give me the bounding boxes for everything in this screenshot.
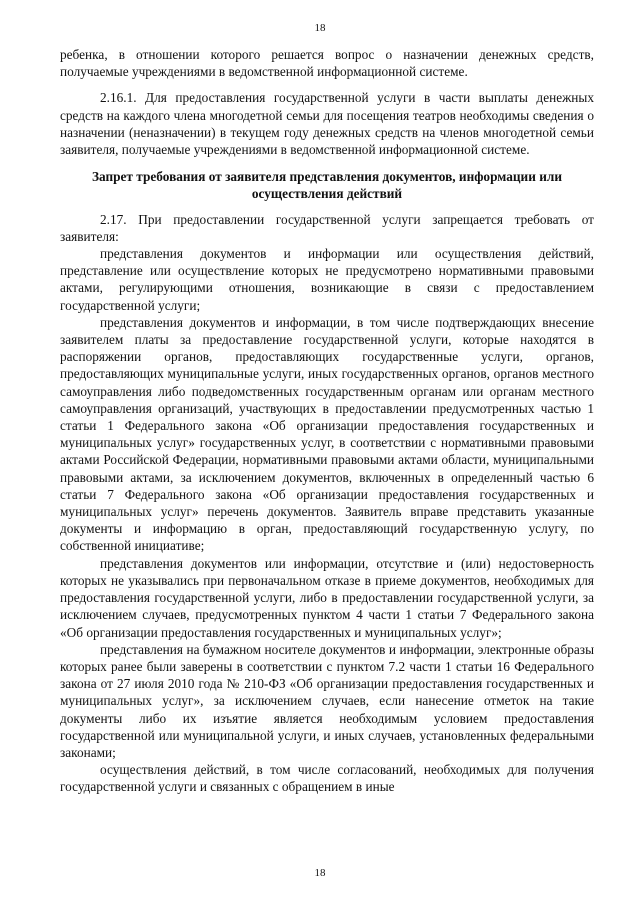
page-content [60,46,594,796]
list-item-5: осуществления действий, в том числе согласований, необходимых для получения государственной услуги и связанных с обращением в иные [60,762,594,795]
list-item-3: представления документов или информации, отсутствие и (или) недостоверность которых не указывались при первоначальном отказе в приеме документов, необходимых для предоставления государственной услуги, либо в предоставлении государственной услуги, за исключением случаев, предусмотренных пунктом 4 части 1 статьи 7 Федерального закона «Об организации предоставления государственных и муниципальных услуг»; [60,555,594,640]
paragraph-2-17: 2.17. При предоставлении государственной услуги запрещается требовать от заявителя: [60,211,594,244]
list-item-4: представления на бумажном носителе документов и информации, электронные образы которых ранее были заверены в соответствии с пунктом 7.2 части 1 статьи 16 Федерального закона от 27 июля 2010 года № 210-ФЗ «Об организации предоставления государственных и муниципальных услуг», за исключением случаев, если нанесение отметок на такие документы либо их изъятие является необходимым условием предоставления государственной или муниципальной услуги, и иных случаев, установленных федеральными законами; [60,641,594,760]
list-item-2: представления документов и информации, в том числе подтверждающих внесение заявителем платы за предоставление государственной услуги, которые находятся в распоряжении органов, предоставляющих государственные услуги, органов, предоставляющих муниципальные услуги, иных государственных органов, органов местного самоуправления либо подведомственных государственным органам или органам местного самоуправления организаций, участвующих в предоставлении предусмотренных частью 1 статьи 1 Федерального закона «Об организации предоставления государственных и муниципальных услуг» государственных услуг, в соответствии с нормативными правовыми актами Российской Федерации, нормативными правовыми актами области, муниципальными правовыми актами, за исключением документов, включенных в определенный частью 6 статьи 7 Федерального закона «Об организации предоставления государственных и муниципальных услуг» перечень документов. Заявитель вправе представить указанные документы и информацию в орган, предоставляющий государственную услугу, по собственной инициативе; [60,314,594,554]
paragraph-2-16-1: 2.16.1. Для предоставления государственной услуги в части выплаты денежных средств на каждого члена многодетной семьи для посещения театров необходимы сведения о назначении (неназначении) в текущем году денежных средств на членов многодетной семьи заявителя, получаемые учреждениями в ведомственной информационной системе. [60,90,594,158]
list-item-1: представления документов и информации или осуществления действий, представление или осуществление которых не предусмотрено нормативными правовыми актами, регулирующими отношения, возникающие в связи с предоставлением государственной услуги; [60,246,594,313]
paragraph-continuation: ребенка, в отношении которого решается вопрос о назначении денежных средств, получаемые учреждениями в ведомственной информационной системе. [60,47,594,80]
section-heading: Запрет требования от заявителя представления документов, информации или осуществления действий [91,169,562,202]
page-number-bottom: 18 [314,867,326,879]
page-number-top: 18 [314,22,326,34]
